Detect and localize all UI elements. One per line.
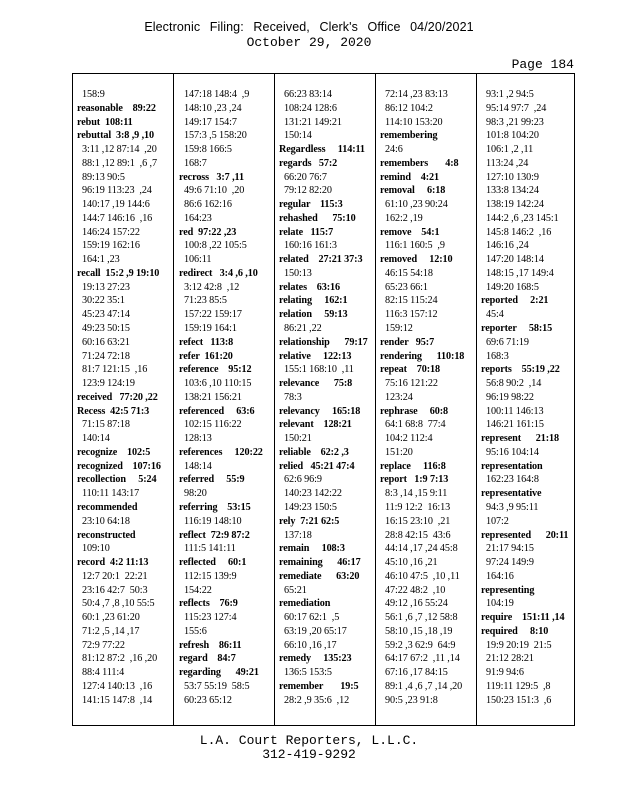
index-reference-line: 90:5 ,23 91:8 [385,694,438,706]
index-reference-line: 45:23 47:14 [82,309,130,321]
index-headword-line: recognized 107:16 [77,460,161,472]
column-divider [173,74,174,725]
index-headword-line: Regardless 114:11 [279,144,365,156]
index-headword-line: remove 54:1 [380,226,440,238]
index-headword-line: remain 108:3 [279,543,345,555]
index-reference-line: 89:13 90:5 [82,171,125,183]
footer-company: L.A. Court Reporters, L.L.C. [199,733,419,748]
index-reference-line: 81:12 87:2 ,16 ,20 [82,653,158,665]
index-reference-line: 159:8 166:5 [184,144,232,156]
efiling-stamp: Electronic Filing: Received, Clerk's Office 04/20/2021 [144,20,474,34]
index-reference-line: 114:10 153:20 [385,116,443,128]
index-headword-line: refer 161:20 [179,350,233,362]
index-reference-line: 60:23 65:12 [184,694,232,706]
index-headword-line: relevance 75:8 [279,378,353,390]
index-reference-line: 147:18 148:4 ,9 [184,89,250,100]
index-reference-line: 127:4 140:13 ,16 [82,680,153,692]
index-reference-line: 78:3 [284,391,302,403]
index-reference-line: 148:10 ,23 ,24 [184,102,242,114]
index-reference-line: 28:8 42:15 43:6 [385,529,451,541]
index-headword-line: rehashed 75:10 [279,212,356,224]
index-reference-line: 64:1 68:8 77:4 [385,419,446,431]
column-divider [274,74,275,725]
index-reference-line: 104:19 [486,598,514,610]
index-reference-line: 21:17 94:15 [486,543,534,555]
index-reference-line: 23:10 64:18 [82,515,130,527]
index-reference-line: 123:9 124:19 [82,378,135,390]
index-headword-line: require 151:11 ,14 [481,612,565,624]
index-reference-line: 81:7 121:15 ,16 [82,364,148,376]
index-headword-line: regard 84:7 [179,653,236,665]
index-reference-line: 146:16 ,24 [486,240,529,252]
index-reference-line: 150:13 [284,267,312,279]
index-headword-line: received 77:20 ,22 [77,391,158,403]
index-headword-line: reflected 60:1 [179,557,247,569]
index-headword-line: removed 12:10 [380,254,453,266]
index-reference-line: 140:17 ,19 144:6 [82,199,150,211]
index-reference-line: 66:23 83:14 [284,89,332,100]
index-reference-line: 115:23 127:4 [184,612,237,624]
index-reference-line: 168:7 [184,157,207,169]
index-reference-line: 100:8 ,22 105:5 [184,240,247,252]
index-reference-line: 28:2 ,9 35:6 ,12 [284,694,350,706]
index-reference-line: 148:15 ,17 149:4 [486,267,554,279]
index-reference-line: 91:9 94:6 [486,667,524,679]
index-reference-line: 46:10 47:5 ,10 ,11 [385,570,460,582]
index-reference-line: 144:7 146:16 ,16 [82,212,153,224]
index-reference-line: 162:2 ,19 [385,212,423,224]
index-headword-line: reference 95:12 [179,364,252,376]
index-reference-line: 160:16 161:3 [284,240,337,252]
index-headword-line: regular 115:3 [279,199,343,211]
index-headword-line: replace 116:8 [380,460,446,472]
index-headword-line: required 8:10 [481,625,549,637]
index-headword-line: reasonable 89:22 [77,102,156,114]
index-headword-line: reported 2:21 [481,295,549,307]
index-headword-line: remember 19:5 [279,680,359,692]
index-reference-line: 106:1 ,2 ,11 [486,144,534,156]
index-headword-line: rendering 110:18 [380,350,465,362]
index-reference-line: 103:6 ,10 110:15 [184,378,252,390]
index-reference-line: 64:17 67:2 ,11 ,14 [385,653,460,665]
index-reference-line: 8:3 ,14 ,15 9:11 [385,488,448,500]
index-reference-line: 95:14 97:7 ,24 [486,102,547,114]
index-reference-line: 111:5 141:11 [184,543,236,555]
index-reference-line: 148:14 [184,460,212,472]
index-reference-line: 159:19 164:1 [184,323,237,335]
index-reference-line: 11:9 12:2 16:13 [385,501,451,513]
index-reference-line: 71:24 72:18 [82,350,130,362]
index-headword-line: relation 59:13 [279,309,348,321]
index-reference-line: 131:21 149:21 [284,116,342,128]
index-reference-line: 157:3 ,5 158:20 [184,130,247,142]
index-reference-line: 71:15 87:18 [82,419,130,431]
index-reference-line: 136:5 153:5 [284,667,332,679]
index-reference-line: 98:20 [184,488,207,500]
index-headword-line: represented 20:11 [481,529,569,541]
index-headword-line: rebuttal 3:8 ,9 ,10 [77,130,155,142]
index-reference-line: 89:1 ,4 ,6 ,7 ,14 ,20 [385,680,463,692]
index-reference-line: 110:11 143:17 [82,488,140,500]
index-reference-line: 127:10 130:9 [486,171,539,183]
index-headword-line: record 4:2 11:13 [77,557,149,569]
index-headword-line: recross 3:7 ,11 [179,171,244,183]
index-reference-line: 164:23 [184,212,212,224]
index-reference-line: 158:9 [82,89,105,100]
index-reference-line: 24:6 [385,144,403,156]
index-reference-line: 12:7 20:1 22:21 [82,570,148,582]
index-reference-line: 144:2 ,6 ,23 145:1 [486,212,559,224]
index-reference-line: 49:12 ,16 55:24 [385,598,448,610]
index-reference-line: 67:16 ,17 84:15 [385,667,448,679]
index-reference-line: 113:24 ,24 [486,157,529,169]
index-reference-line: 53:7 55:19 58:5 [184,680,250,692]
index-reference-line: 82:15 115:24 [385,295,438,307]
index-reference-line: 128:13 [184,433,212,445]
index-headword-line: reflect 72:9 87:2 [179,529,250,541]
index-headword-line: relates 63:16 [279,281,341,293]
index-reference-line: 100:11 146:13 [486,405,544,417]
index-reference-line: 119:11 129:5 ,8 [486,680,551,692]
index-reference-line: 72:9 77:22 [82,639,125,651]
index-reference-line: 104:2 112:4 [385,433,433,445]
index-headword-line: red 97:22 ,23 [179,226,237,238]
index-reference-line: 137:18 [284,529,312,541]
index-headword-line: representing [481,584,535,596]
index-headword-line: relating 162:1 [279,295,348,307]
column-divider [476,74,477,725]
index-reference-line: 60:1 ,23 61:20 [82,612,140,624]
index-headword-line: relationship 79:17 [279,336,368,348]
index-reference-line: 138:19 142:24 [486,199,544,211]
index-column-2 [179,88,263,707]
index-headword-line: remind 4:21 [380,171,439,183]
index-reference-line: 79:12 82:20 [284,185,332,197]
index-reference-line: 108:24 128:6 [284,102,337,114]
index-reference-line: 30:22 35:1 [82,295,125,307]
index-headword-line: remediate 63:20 [279,570,360,582]
index-reference-line: 133:8 134:24 [486,185,539,197]
index-headword-line: recognize 102:5 [77,446,151,458]
index-headword-line: relevancy 165:18 [279,405,361,417]
index-reference-line: 149:17 154:7 [184,116,237,128]
index-headword-line: remedy 135:23 [279,653,352,665]
index-headword-line: references 120:22 [179,446,263,458]
footer-phone: 312-419-9292 [262,747,356,762]
index-reference-line: 69:6 71:19 [486,336,529,348]
index-headword-line: report 1:9 7:13 [380,474,449,486]
index-reference-line: 150:14 [284,130,312,142]
index-headword-line: removal 6:18 [380,185,446,197]
index-reference-line: 159:19 162:16 [82,240,140,252]
index-reference-line: 116:1 160:5 ,9 [385,240,445,252]
index-reference-line: 58:10 ,15 ,18 ,19 [385,625,453,637]
index-reference-line: 56:8 90:2 ,14 [486,378,542,390]
index-headword-line: relied 45:21 47:4 [279,460,355,472]
index-reference-line: 141:15 147:8 ,14 [82,694,153,706]
page-number: Page 184 [511,57,574,72]
index-headword-line: rely 7:21 62:5 [279,515,340,527]
index-reference-line: 146:21 161:15 [486,419,544,431]
index-headword-line: representative [481,488,542,500]
index-reference-line: 19:9 20:19 21:5 [486,639,552,651]
index-reference-line: 107:2 [486,515,509,527]
index-reference-line: 145:8 146:2 ,16 [486,226,552,238]
index-headword-line: referring 53:15 [179,501,251,513]
index-reference-line: 154:22 [184,584,212,596]
index-reference-line: 138:21 156:21 [184,391,242,403]
index-headword-line: remembers 4:8 [380,157,459,169]
index-reference-line: 16:15 23:10 ,21 [385,515,451,527]
index-reference-line: 140:23 142:22 [284,488,342,500]
index-reference-line: 62:6 96:9 [284,474,322,486]
index-reference-line: 49:6 71:10 ,20 [184,185,245,197]
index-reference-line: 98:3 ,21 99:23 [486,116,544,128]
index-reference-line: 61:10 ,23 90:24 [385,199,448,211]
index-reference-line: 150:21 [284,433,312,445]
index-reference-line: 72:14 ,23 83:13 [385,89,448,100]
index-headword-line: repeat 70:18 [380,364,440,376]
index-reference-line: 50:4 ,7 ,8 ,10 55:5 [82,598,155,610]
index-reference-line: 19:13 27:23 [82,281,130,293]
index-reference-line: 49:23 50:15 [82,323,130,335]
index-reference-line: 116:3 157:12 [385,309,438,321]
index-headword-line: regards 57:2 [279,157,338,169]
index-reference-line: 140:14 [82,433,110,445]
index-headword-line: recommended [77,501,138,513]
index-headword-line: Recess 42:5 71:3 [77,405,150,417]
index-headword-line: recollection 5:24 [77,474,157,486]
index-reference-line: 60:16 63:21 [82,336,130,348]
index-reference-line: 97:24 149:9 [486,557,534,569]
index-reference-line: 150:23 151:3 ,6 [486,694,552,706]
index-reference-line: 21:12 28:21 [486,653,534,665]
index-reference-line: 147:20 148:14 [486,254,544,266]
index-reference-line: 123:24 [385,391,413,403]
index-reference-line: 101:8 104:20 [486,130,539,142]
index-reference-line: 95:16 104:14 [486,446,539,458]
index-reference-line: 86:12 104:2 [385,102,433,114]
index-reference-line: 168:3 [486,350,509,362]
index-headword-line: reporter 58:15 [481,323,553,335]
index-reference-line: 112:15 139:9 [184,570,237,582]
index-reference-line: 157:22 159:17 [184,309,242,321]
index-reference-line: 66:20 76:7 [284,171,327,183]
index-reference-line: 96:19 113:23 ,24 [82,185,152,197]
index-reference-line: 44:14 ,17 ,24 45:8 [385,543,458,555]
index-headword-line: remembering [380,130,438,142]
index-reference-line: 149:20 168:5 [486,281,539,293]
index-headword-line: rephrase 60:8 [380,405,449,417]
index-reference-line: 63:19 ,20 65:17 [284,625,347,637]
index-headword-line: related 27:21 37:3 [279,254,363,266]
index-headword-line: remediation [279,598,331,610]
index-headword-line: refresh 86:11 [179,639,242,651]
index-reference-line: 59:2 ,3 62:9 64:9 [385,639,456,651]
index-reference-line: 71:2 ,5 ,14 ,17 [82,625,140,637]
index-headword-line: reconstructed [77,529,136,541]
index-reference-line: 102:15 116:22 [184,419,242,431]
index-headword-line: remaining 46:17 [279,557,361,569]
index-reference-line: 106:11 [184,254,212,266]
index-headword-line: redirect 3:4 ,6 ,10 [179,267,258,279]
index-reference-line: 45:4 [486,309,504,321]
index-reference-line: 60:17 62:1 ,5 [284,612,340,624]
index-headword-line: representation [481,460,543,472]
index-reference-line: 164:16 [486,570,514,582]
index-headword-line: refect 113:8 [179,336,234,348]
column-divider [375,74,376,725]
index-headword-line: referred 55:9 [179,474,245,486]
index-reference-line: 86:6 162:16 [184,199,232,211]
index-reference-line: 96:19 98:22 [486,391,534,403]
index-reference-line: 146:24 157:22 [82,226,140,238]
index-reference-line: 162:23 164:8 [486,474,539,486]
index-table [72,73,575,726]
index-headword-line: regarding 49:21 [179,667,259,679]
index-reference-line: 151:20 [385,446,413,458]
index-reference-line: 155:1 168:10 ,11 [284,364,354,376]
index-reference-line: 149:23 150:5 [284,501,337,513]
index-headword-line: referenced 63:6 [179,405,255,417]
index-reference-line: 88:1 ,12 89:1 ,6 ,7 [82,157,157,169]
index-headword-line: reflects 76:9 [179,598,238,610]
index-reference-line: 23:16 42:7 50:3 [82,584,148,596]
index-headword-line: represent 21:18 [481,433,559,445]
index-reference-line: 75:16 121:22 [385,378,438,390]
index-column-4 [380,88,464,707]
index-reference-line: 45:10 ,16 ,21 [385,557,438,569]
index-headword-line: reports 55:19 ,22 [481,364,560,376]
index-headword-line: relate 115:7 [279,226,334,238]
index-reference-line: 109:10 [82,543,110,555]
index-reference-line: 94:3 ,9 95:11 [486,501,539,513]
index-headword-line: relative 122:13 [279,350,352,362]
index-reference-line: 65:21 [284,584,307,596]
index-reference-line: 71:23 85:5 [184,295,227,307]
index-reference-line: 86:21 ,22 [284,323,322,335]
index-column-5 [481,88,568,707]
index-reference-line: 155:6 [184,625,207,637]
index-reference-line: 65:23 66:1 [385,281,428,293]
index-headword-line: render 95:7 [380,336,435,348]
index-reference-line: 116:19 148:10 [184,515,242,527]
index-reference-line: 93:1 ,2 94:5 [486,89,534,100]
index-headword-line: reliable 62:2 ,3 [279,446,349,458]
index-reference-line: 47:22 48:2 ,10 [385,584,446,596]
index-headword-line: rebut 108:11 [77,116,133,128]
index-reference-line: 66:10 ,16 ,17 [284,639,337,651]
index-headword-line: relevant 128:21 [279,419,352,431]
index-reference-line: 88:4 111:4 [82,667,125,679]
index-column-1 [77,88,161,707]
index-reference-line: 56:1 ,6 ,7 ,12 58:8 [385,612,458,624]
index-reference-line: 3:11 ,12 87:14 ,20 [82,144,157,156]
index-headword-line: recall 15:2 ,9 19:10 [77,267,160,279]
index-reference-line: 164:1 ,23 [82,254,120,266]
transcript-date: October 29, 2020 [246,35,372,50]
index-reference-line: 3:12 42:8 ,12 [184,281,240,293]
index-column-3 [279,88,368,707]
index-reference-line: 159:12 [385,323,413,335]
index-reference-line: 46:15 54:18 [385,267,433,279]
